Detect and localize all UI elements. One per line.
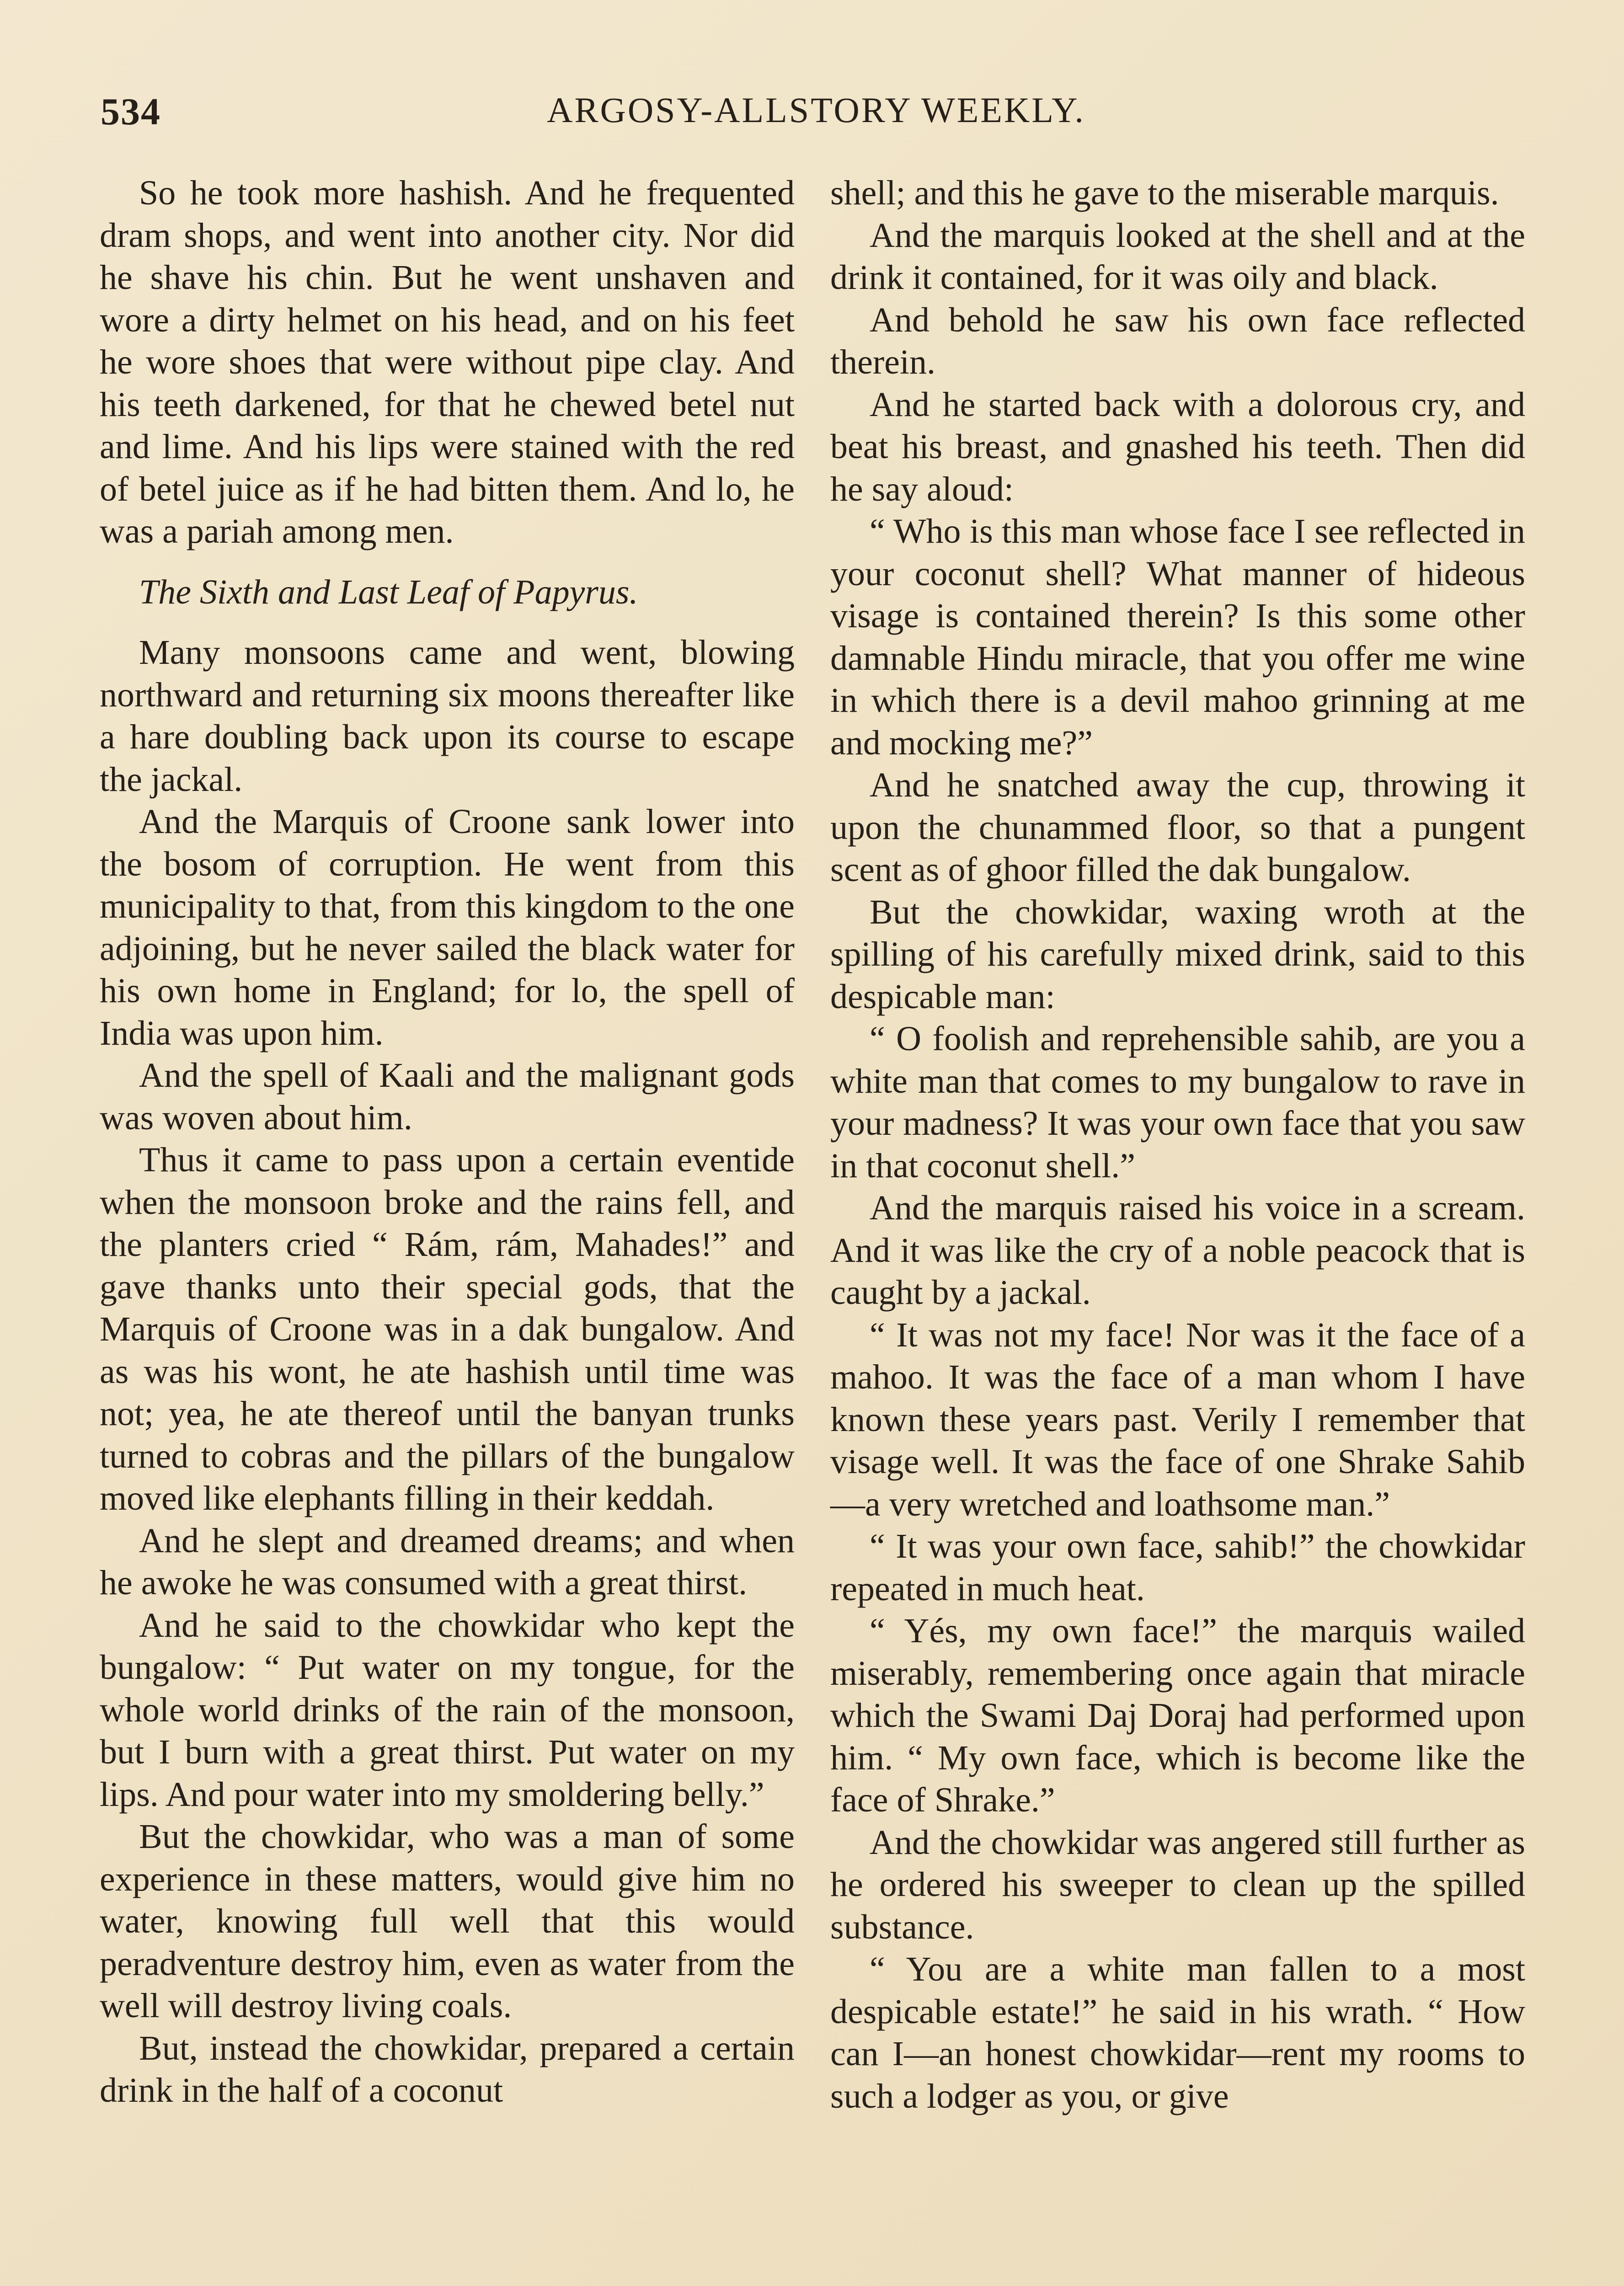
paragraph: And he said to the chowkidar who kept the bungalow: “ Put water on my tongue, for the whole world drinks of the rain of the monsoon, but I burn with a great thirst. Put water on my lips. And pour water into my smoldering belly.” — [100, 1606, 795, 1814]
paragraph: And the spell of Kaali and the malignant gods was woven about him. — [100, 1056, 795, 1137]
paragraph: And he started back with a dolorous cry, and beat his breast, and gnashed his teeth. Then did he say aloud: — [830, 385, 1525, 508]
running-title: ARGOSY-ALLSTORY WEEKLY. — [547, 90, 1085, 130]
paragraph: “ Yés, my own face!” the marquis wailed miserably, remembering once again that miracle which the Swami Daj Doraj had performed upon him. “ My own face, which is become like the face of Shrake.” — [830, 1612, 1525, 1819]
paragraph: And he snatched away the cup, throwing it upon the chunammed floor, so that a pungent scent as of ghoor filled the dak bungalow. — [830, 766, 1525, 889]
paragraph: And the Marquis of Croone sank lower into the bosom of corruption. He went from this municipality to that, from this kingdom to the one adjoining, but he never sailed the black water for his own home in England; for lo, the spell of India was upon him. — [100, 802, 795, 1052]
paragraph-continued: shell; and this he gave to the miserable marquis. — [830, 174, 1499, 212]
paragraph: But, instead the chowkidar, prepared a certain drink in the half of a coconut — [100, 2029, 795, 2110]
paragraph: But the chowkidar, waxing wroth at the spilling of his carefully mixed drink, said to this despicable man: — [830, 892, 1525, 1016]
paragraph: So he took more hashish. And he frequented dram shops, and went into another city. Nor did he shave his chin. But he went unshaven and wore a dirty helmet on his head, and on his feet he wore shoes that were without pipe clay. And his teeth darkened, for that he chewed betel nut and lime. And his lips were stained with the red of betel juice as if he had bitten them. And lo, he was a pariah among men. — [100, 174, 795, 550]
paragraph: “ You are a white man fallen to a most despicable estate!” he said in his wrath. “ How can I—an honest chowkidar—rent my rooms to such a lodger as you, or give — [830, 1950, 1525, 2115]
paragraph: But the chowkidar, who was a man of some experience in these matters, would give him no water, knowing full well that this would peradventure destroy him, even as water from the well will destroy living coals. — [100, 1817, 795, 2025]
right-column — [830, 172, 1525, 2117]
section-heading: The Sixth and Last Leaf of Papyrus. — [139, 572, 638, 611]
paragraph: “ Who is this man whose face I see reflected in your coconut shell? What manner of hideous visage is contained therein? Is this some other damnable Hindu miracle, that you offer me wine in which there is a devil mahoo grinning at me and mocking me?” — [830, 512, 1525, 762]
paragraph: And the marquis raised his voice in a scream. And it was like the cry of a noble peacock that is caught by a jackal. — [830, 1189, 1525, 1312]
paragraph: Thus it came to pass upon a certain eventide when the monsoon broke and the rains fell, and the planters cried “ Rám, rám, Mahades!” and gave thanks unto their special gods, that the Marquis of Croone was in a dak bungalow. And as was his wont, he ate hashish until time was not; yea, he ate thereof until the banyan trunks turned to cobras and the pillars of the bungalow moved like elephants filling in their keddah. — [100, 1141, 795, 1517]
page-header — [101, 90, 1532, 140]
paragraph: Many monsoons came and went, blowing northward and returning six moons thereafter like a hare doubling back upon its course to escape the jackal. — [100, 633, 795, 799]
page-number: 534 — [101, 91, 161, 133]
paragraph: “ It was your own face, sahib!” the chowkidar repeated in much heat. — [830, 1527, 1525, 1608]
paragraph: “ O foolish and reprehensible sahib, are you a white man that comes to my bungalow to rave in your madness? It was your own face that you saw in that coconut shell.” — [830, 1020, 1525, 1185]
paragraph: And the marquis looked at the shell and at the drink it contained, for it was oily and black. — [830, 216, 1525, 297]
left-column — [100, 172, 795, 2112]
paragraph: And he slept and dreamed dreams; and when he awoke he was consumed with a great thirst. — [100, 1521, 795, 1602]
paragraph: “ It was not my face! Nor was it the face of a mahoo. It was the face of a man whom I have known these years past. Verily I remember that visage well. It was the face of one Shrake Sahib—a very wretched and loathsome man.” — [830, 1315, 1525, 1523]
paragraph: And behold he saw his own face reflected therein. — [830, 300, 1525, 381]
paragraph: And the chowkidar was angered still further as he ordered his sweeper to clean up the spilled substance. — [830, 1823, 1525, 1946]
